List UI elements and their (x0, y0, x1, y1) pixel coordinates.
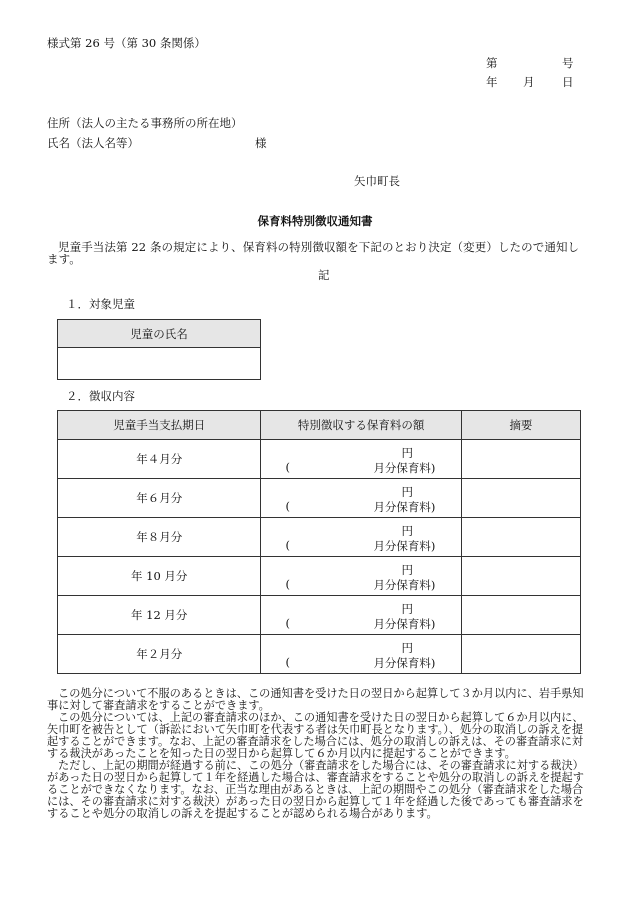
period-cell: 年２月分 (58, 635, 261, 674)
period-cell: 年 12 月分 (58, 596, 261, 635)
remarks-cell (461, 596, 580, 635)
ki-marker: 記 (318, 268, 330, 282)
recipient-address-label: 住所（法人の主たる事務所の所在地） (47, 116, 243, 130)
collection-table (57, 410, 581, 674)
period-cell: 年８月分 (58, 518, 261, 557)
recipient-name-label: 氏名（法人名等） (47, 136, 139, 150)
month-fee-label: 月分保育料) (373, 500, 436, 514)
note-paragraph: この処分について不服のあるときは、この通知書を受けた日の翌日から起算して３か月以内に、岩手県知事に対して審査請求をすることができます。 (47, 687, 584, 712)
remarks-cell (461, 479, 580, 518)
amount-cell (261, 479, 461, 518)
period-cell: 年 10 月分 (58, 557, 261, 596)
section1-heading: １．対象児童 (66, 297, 135, 311)
yen-label: 円 (401, 602, 413, 616)
date-day-label: 日 (562, 75, 574, 89)
remarks-cell (461, 557, 580, 596)
month-fee-label: 月分保育料) (373, 617, 436, 631)
date-month-label: 月 (523, 75, 535, 89)
yen-label: 円 (401, 563, 413, 577)
payment-date-header: 児童手当支払期日 (58, 411, 261, 440)
yen-label: 円 (401, 524, 413, 538)
document-number-suffix: 号 (562, 56, 574, 70)
table-row (58, 596, 581, 635)
amount-cell (261, 518, 461, 557)
open-paren: ( (285, 538, 290, 552)
document-number-prefix: 第 (486, 56, 498, 70)
open-paren: ( (285, 499, 290, 513)
open-paren: ( (285, 655, 290, 669)
month-fee-label: 月分保育料) (373, 539, 436, 553)
open-paren: ( (285, 460, 290, 474)
open-paren: ( (285, 577, 290, 591)
remarks-cell (461, 635, 580, 674)
yen-label: 円 (401, 485, 413, 499)
note-paragraph: この処分については、上記の審査請求のほか、この通知書を受けた日の翌日から起算して６か月以内に、矢巾町を被告として（訴訟において矢巾町を代表する者は矢巾町長となります。）、処分の取消しの訴えを提起することができます。なお、上記の審査請求をした場合には、処分の取消しの訴えは、その審査請求に対する裁決があったことを知った日の翌日から起算して６か月以内に提起することができます。 (47, 711, 584, 760)
note-paragraph: ただし、上記の期間が経過する前に、この処分（審査請求をした場合には、その審査請求に対する裁決）があった日の翌日から起算して１年を経過した場合は、審査請求をすることや処分の取消しの訴えを提起することができなくなります。なお、正当な理由があるときは、上記の期間やこの処分（審査請求をした場合には、その審査請求に対する裁決）があった日の翌日から起算して１年を経過した後であっても審査請求をすることや処分の取消しの訴えを提起することが認められる場合があります。 (47, 759, 584, 820)
document-title: 保育料特別徴収通知書 (257, 214, 373, 228)
period-cell: 年４月分 (58, 440, 261, 479)
date-year-label: 年 (486, 75, 498, 89)
open-paren: ( (285, 616, 290, 630)
remarks-header: 摘要 (461, 411, 580, 440)
month-fee-label: 月分保育料) (373, 656, 436, 670)
section2-heading: ２．徴収内容 (66, 389, 135, 403)
child-name-cell (58, 348, 261, 380)
appeal-notes (47, 688, 587, 820)
table-row (58, 440, 581, 479)
amount-cell (261, 635, 461, 674)
period-cell: 年６月分 (58, 479, 261, 518)
honorific: 様 (255, 136, 267, 150)
month-fee-label: 月分保育料) (373, 461, 436, 475)
child-table (57, 319, 261, 380)
amount-cell (261, 557, 461, 596)
yen-label: 円 (401, 446, 413, 460)
remarks-cell (461, 518, 580, 557)
yen-label: 円 (401, 641, 413, 655)
body-text: 児童手当法第 22 条の規定により、保育料の特別徴収額を下記のとおり決定（変更）したので通知します。 (47, 240, 580, 266)
table-row (58, 479, 581, 518)
table-row (58, 557, 581, 596)
remarks-cell (461, 440, 580, 479)
issuer: 矢巾町長 (354, 174, 400, 188)
table-row (58, 635, 581, 674)
form-number: 様式第 26 号（第 30 条関係） (47, 36, 206, 50)
table-row (58, 518, 581, 557)
amount-cell (261, 596, 461, 635)
amount-cell (261, 440, 461, 479)
fee-amount-header: 特別徴収する保育料の額 (261, 411, 461, 440)
child-name-header: 児童の氏名 (58, 320, 261, 348)
month-fee-label: 月分保育料) (373, 578, 436, 592)
